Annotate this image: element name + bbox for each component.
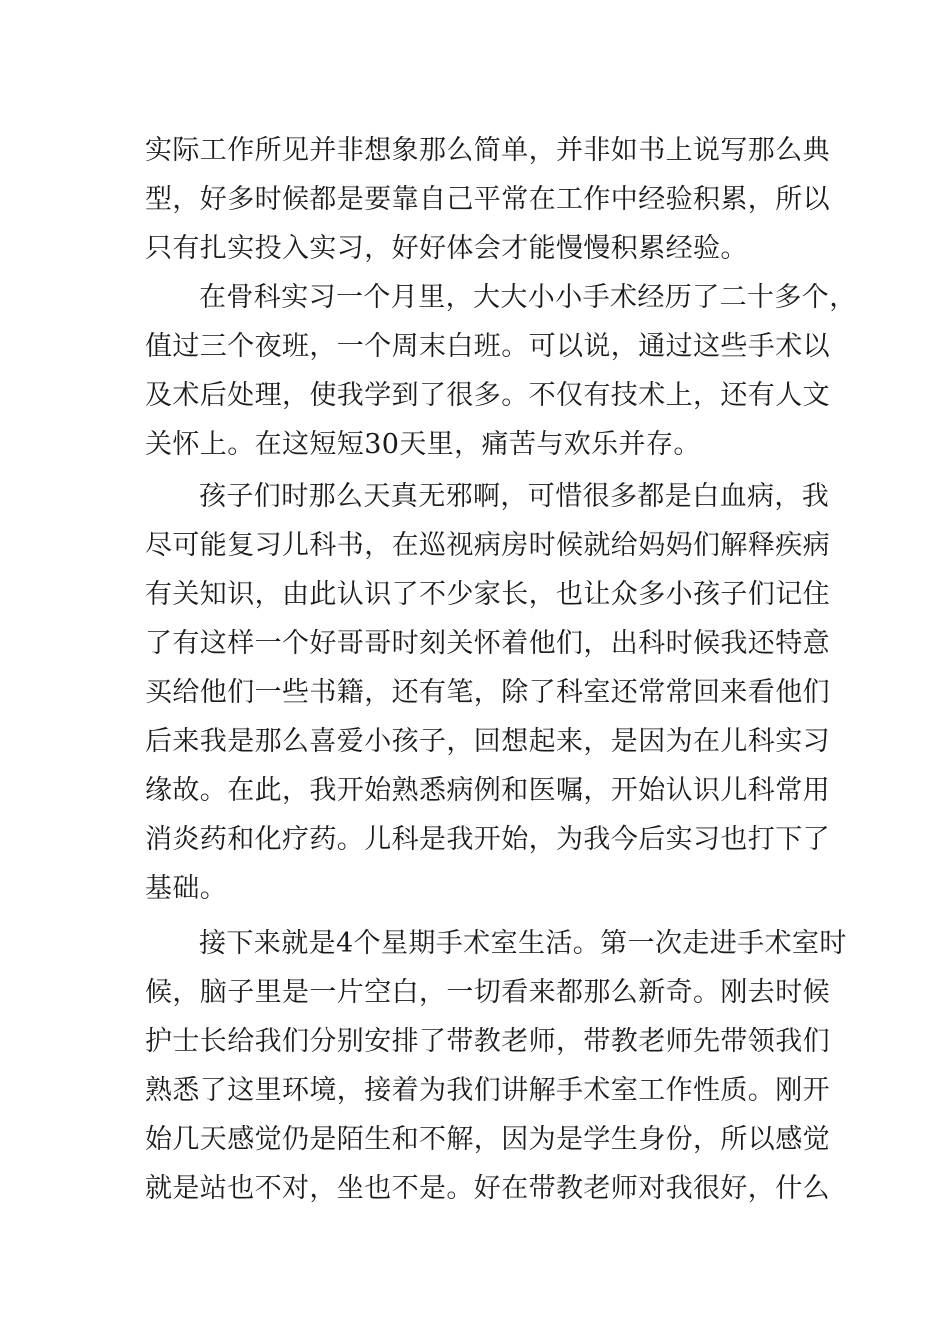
text-line: 基础。 xyxy=(145,873,228,904)
text-line: 有关知识，由此认识了不少家长，也让众多小孩子们记住 xyxy=(145,579,830,610)
text-line: 实际工作所见并非想象那么简单，并非如书上说写那么典 xyxy=(145,135,830,166)
paragraph-first-line: 在骨科实习一个月里，大大小小手术经历了二十多个， xyxy=(199,282,857,313)
text-line: 就是站也不对，坐也不是。好在带教老师对我很好，什么 xyxy=(145,1173,830,1204)
text-line: 尽可能复习儿科书，在巡视病房时候就给妈妈们解释疾病 xyxy=(145,530,830,561)
text-line: 关怀上。在这短短30天里，痛苦与欢乐并存。 xyxy=(145,429,701,460)
text-line: 值过三个夜班，一个周末白班。可以说，通过这些手术以 xyxy=(145,331,830,362)
text-line: 后来我是那么喜爱小孩子，回想起来，是因为在儿科实习 xyxy=(145,726,830,757)
text-line: 只有扎实投入实习，好好体会才能慢慢积累经验。 xyxy=(145,233,748,264)
text-line: 候，脑子里是一片空白，一切看来都那么新奇。刚去时候 xyxy=(145,977,830,1008)
text-line: 及术后处理，使我学到了很多。不仅有技术上，还有人文 xyxy=(145,380,830,411)
text-line: 买给他们一些书籍，还有笔，除了科室还常常回来看他们 xyxy=(145,677,830,708)
text-line: 了有这样一个好哥哥时刻关怀着他们，出科时候我还特意 xyxy=(145,628,830,659)
text-line: 熟悉了这里环境，接着为我们讲解手术室工作性质。刚开 xyxy=(145,1075,830,1106)
text-line: 型，好多时候都是要靠自己平常在工作中经验积累，所以 xyxy=(145,184,830,215)
text-line: 始几天感觉仍是陌生和不解，因为是学生身份，所以感觉 xyxy=(145,1124,830,1155)
text-line: 消炎药和化疗药。儿科是我开始，为我今后实习也打下了 xyxy=(145,824,830,855)
text-line: 护士长给我们分别安排了带教老师，带教老师先带领我们 xyxy=(145,1026,830,1057)
paragraph-first-line: 接下来就是4个星期手术室生活。第一次走进手术室时 xyxy=(199,928,847,959)
text-line: 缘故。在此，我开始熟悉病例和医嘱，开始认识儿科常用 xyxy=(145,775,830,806)
paragraph-first-line: 孩子们时那么天真无邪啊，可惜很多都是白血病，我 xyxy=(199,481,830,512)
